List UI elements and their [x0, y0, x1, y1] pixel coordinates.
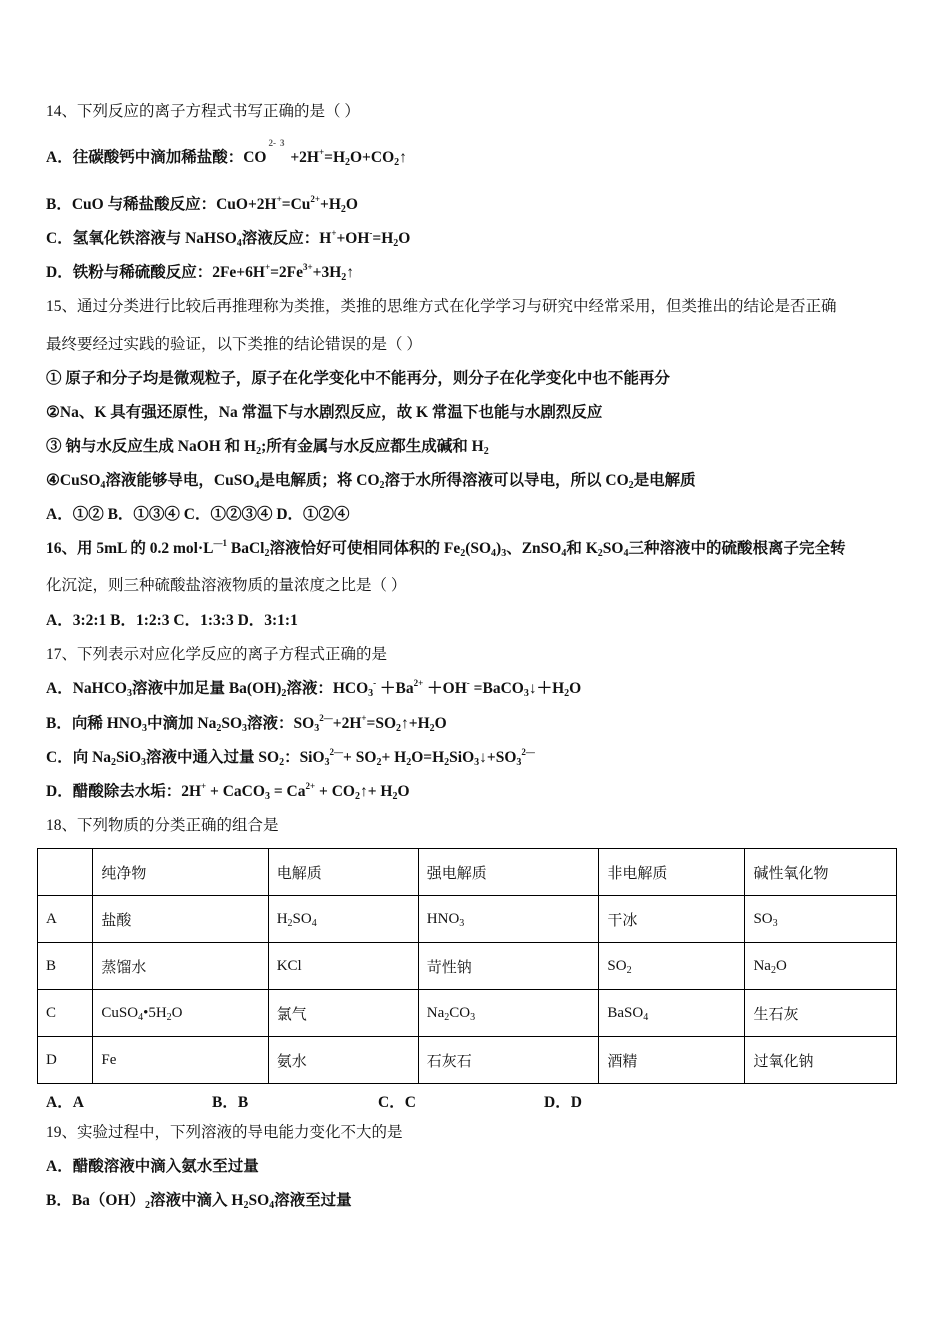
text-run: 溶液中加足量 Ba(OH) [131, 680, 282, 697]
text-run: O [345, 196, 358, 213]
text-run: 溶液中滴入 H [150, 1192, 244, 1209]
subscript: 4 [561, 548, 567, 559]
subscript: 2 [287, 917, 293, 929]
text-run: ↑ [399, 149, 407, 166]
text-run: A．①② B．①③④ C．①②③④ D．①②④ [46, 506, 350, 523]
superscript: 2— [521, 747, 535, 757]
text-run: Na [426, 1004, 445, 1021]
subscript: 2 [444, 757, 450, 768]
table-row [38, 990, 897, 1037]
text-run: + SO [343, 749, 377, 766]
q18-options [46, 1090, 710, 1112]
text-run: ) [496, 540, 502, 557]
text-run: 16、用 5mL 的 0.2 mol·L [46, 540, 214, 557]
text-run: 最终要经过实践的验证，以下类推的结论错误的是（ ） [46, 336, 422, 353]
charge-mark: 2- [268, 138, 276, 148]
table-cell [599, 1037, 745, 1084]
text-run: +H [320, 196, 341, 213]
subscript: 2 [264, 548, 270, 559]
text-run: ＋Ba [376, 680, 414, 697]
text-run: SO [602, 540, 624, 557]
text-run: BaCl [227, 540, 265, 557]
text-run: O=H [411, 749, 445, 766]
subscript: 2 [340, 204, 346, 215]
subscript: 2 [770, 964, 776, 976]
subscript: 3 [264, 791, 270, 802]
text-run: ↑ [346, 264, 355, 281]
text-run: C．氢氧化铁溶液与 NaHSO [46, 230, 237, 247]
text-run: 14、下列反应的离子方程式书写正确的是（ ） [46, 103, 360, 120]
subscript: 3 [523, 688, 529, 699]
q17-line-4 [46, 782, 410, 802]
text-run: 15、通过分类进行比较后再推理称为类推，类推的思维方式在化学学习与研究中经常采用，但类推出的结论是否正确 [46, 298, 837, 315]
subscript: 2 [597, 548, 603, 559]
q14-line-2 [46, 195, 358, 215]
superscript: + [331, 228, 337, 238]
table-cell [599, 896, 745, 943]
subscript: 3 [459, 917, 465, 929]
charge-mark: 3 [279, 138, 285, 148]
table-cell [599, 943, 745, 990]
superscript: —1 [213, 538, 227, 548]
subscript: 4 [491, 548, 497, 559]
table-cell [93, 990, 268, 1037]
subscript: 2 [394, 157, 400, 168]
text-run: KCl [276, 957, 302, 974]
q14-line-1 [46, 138, 407, 169]
text-run: 是电解质；将 CO [259, 472, 380, 489]
text-run: B．CuO 与稀盐酸反应：CuO+2H [46, 196, 277, 213]
text-run: C．向 Na [46, 749, 112, 766]
subscript: 2 [166, 1011, 172, 1023]
header-cell: 非电解质 [599, 849, 745, 896]
text-run: Na [753, 957, 771, 974]
text-run: =H [324, 149, 345, 166]
table-cell [418, 896, 599, 943]
subscript: 3 [368, 688, 374, 699]
q15-line-6 [46, 505, 350, 525]
text-run: = Ca [269, 783, 306, 800]
q15-line-0 [46, 297, 837, 317]
text-run: O [775, 957, 787, 974]
table-row [38, 1037, 897, 1084]
superscript: - [373, 678, 377, 688]
superscript: 2+ [305, 781, 316, 791]
text-run: 酒精 [607, 1053, 638, 1070]
header-cell [38, 849, 93, 896]
text-run: •5H [143, 1004, 167, 1021]
q15-line-5 [46, 471, 696, 491]
text-run: 三种溶液中的硫酸根离子完全转 [628, 540, 846, 557]
text-run: ：SiO [284, 749, 325, 766]
table-row [38, 943, 897, 990]
table-cell [268, 990, 418, 1037]
text-run: +2H [332, 715, 362, 732]
subscript: 2 [279, 757, 285, 768]
text-run: D．铁粉与稀硫酸反应：2Fe+6H [46, 264, 265, 281]
header-cell: 强电解质 [418, 849, 599, 896]
subscript: 4 [254, 480, 260, 491]
text-run: A．往碳酸钙中滴加稀盐酸：CO [46, 149, 267, 166]
superscript: + [276, 194, 282, 204]
table-cell [268, 896, 418, 943]
table-cell [38, 943, 93, 990]
q15-line-1 [46, 335, 422, 355]
text-run: ④CuSO [46, 472, 101, 489]
text-run: SO [607, 957, 627, 974]
table-cell [418, 1037, 599, 1084]
table-cell [38, 896, 93, 943]
text-run: O [569, 680, 582, 697]
text-run: CO [449, 1004, 471, 1021]
text-run: O [397, 783, 410, 800]
text-run: D [46, 1051, 57, 1068]
text-run: O [434, 715, 447, 732]
q17-line-1 [46, 679, 581, 699]
text-run: HNO [426, 910, 460, 927]
subscript: 4 [100, 480, 106, 491]
subscript: 4 [623, 548, 629, 559]
table-cell [268, 943, 418, 990]
superscript: 2+ [310, 194, 321, 204]
q15-line-2 [46, 369, 670, 389]
text-run: 中滴加 Na [147, 715, 217, 732]
text-run: 溶液能够导电，CuSO [105, 472, 255, 489]
text-run: ③ 钠与水反应生成 NaOH 和 H [46, 438, 257, 455]
table-cell [93, 1037, 268, 1084]
text-run: 氨水 [276, 1053, 307, 1070]
text-run: O [398, 230, 411, 247]
q19-line-0 [46, 1123, 403, 1143]
q14-line-3 [46, 229, 410, 249]
table-cell [745, 943, 897, 990]
text-run: 苛性钠 [426, 959, 472, 976]
subscript: 3 [501, 548, 507, 559]
superscript: + [318, 147, 325, 157]
text-run: SO [753, 910, 773, 927]
subscript: 2 [243, 1200, 249, 1211]
subscript: 3 [470, 1011, 476, 1023]
q16-line-1 [46, 576, 406, 596]
text-run: 和 K [566, 540, 598, 557]
table-cell [418, 990, 599, 1037]
subscript: 4 [138, 1011, 144, 1023]
table-cell [93, 896, 268, 943]
subscript: 2 [429, 723, 435, 734]
subscript: 2 [564, 688, 570, 699]
superscript: 2— [319, 713, 333, 723]
subscript: 2 [483, 446, 489, 457]
text-run: 溶液恰好可使相同体积的 Fe [269, 540, 461, 557]
text-run: =BaCO [469, 680, 524, 697]
table-cell [93, 943, 268, 990]
text-run: 溶液至过量 [274, 1192, 352, 1209]
subscript: 4 [269, 1200, 275, 1211]
text-run: ↑+ H [359, 783, 393, 800]
superscript: - [466, 678, 470, 688]
superscript: 3+ [303, 262, 313, 272]
subscript: 2 [444, 1011, 450, 1023]
q14-line-4 [46, 263, 354, 283]
text-run: + CaCO [206, 783, 265, 800]
text-run: 溶于水所得溶液可以导电，所以 CO [384, 472, 629, 489]
header-cell: 电解质 [268, 849, 418, 896]
table-cell [745, 1037, 897, 1084]
text-run: SO [292, 910, 312, 927]
text-run: 、ZnSO [506, 540, 562, 557]
q18-option-b: B．B [212, 1094, 249, 1111]
subscript: 3 [324, 757, 330, 768]
subscript: 3 [242, 723, 248, 734]
text-run: =H [372, 230, 394, 247]
superscript: 2— [329, 747, 344, 757]
subscript: 2 [393, 238, 399, 249]
subscript: 3 [314, 723, 320, 734]
subscript: 2 [345, 157, 350, 168]
table-cell [38, 1037, 93, 1084]
superscript: + [264, 262, 271, 272]
text-run: 过氧化钠 [753, 1053, 814, 1070]
text-run: 溶液：HCO [286, 680, 369, 697]
text-run: ;所有金属与水反应都生成碱和 H [261, 438, 484, 455]
text-run: SiO [116, 749, 141, 766]
text-run: BaSO [607, 1004, 644, 1021]
text-run: 溶液反应：H [241, 230, 332, 247]
subscript: 3 [142, 723, 148, 734]
text-run: 蒸馏水 [101, 959, 147, 976]
text-run: 石灰石 [426, 1053, 472, 1070]
table-row [38, 896, 897, 943]
subscript: 2 [145, 1200, 151, 1211]
text-run: 是电解质 [633, 472, 696, 489]
subscript: 2 [392, 791, 398, 802]
text-run: ↓＋H [528, 680, 565, 697]
q18-option-d: D．D [544, 1094, 582, 1111]
text-run: (SO [465, 540, 492, 557]
text-run: 19、实验过程中，下列溶液的导电能力变化不大的是 [46, 1124, 403, 1141]
text-run: 生石灰 [753, 1006, 799, 1023]
header-cell: 碱性氧化物 [745, 849, 897, 896]
text-run: +3H [312, 264, 342, 281]
text-run: O [171, 1004, 183, 1021]
q16-line-2 [46, 611, 298, 631]
text-run: 氯气 [276, 1006, 307, 1023]
superscript: + [361, 713, 367, 723]
text-run: ① 原子和分子均是微观粒子，原子在化学变化中不能再分，则分子在化学变化中也不能再分 [46, 370, 670, 387]
text-run: B．向稀 HNO [46, 715, 143, 732]
text-run: 17、下列表示对应化学反应的离子方程式正确的是 [46, 646, 388, 663]
q15-line-4 [46, 437, 489, 457]
text-run: C [46, 1004, 57, 1021]
q18-option-a: A．A [46, 1094, 84, 1111]
text-run: D．醋酸除去水垢：2H [46, 783, 202, 800]
subscript: 2 [396, 723, 402, 734]
q15-line-3 [46, 403, 602, 423]
table-cell [268, 1037, 418, 1084]
q17-line-3 [46, 748, 535, 768]
q19-line-1 [46, 1157, 259, 1177]
text-run: A．醋酸溶液中滴入氨水至过量 [46, 1158, 259, 1175]
text-run: =Cu [281, 196, 311, 213]
text-run: 18、下列物质的分类正确的组合是 [46, 817, 279, 834]
subscript: 3 [141, 757, 146, 768]
table-cell [418, 943, 599, 990]
subscript: 3 [474, 757, 480, 768]
text-run: SO [248, 1192, 270, 1209]
header-cell: 纯净物 [93, 849, 268, 896]
text-run: CuSO [101, 1004, 139, 1021]
q19-line-2 [46, 1191, 352, 1211]
q16-line-0 [46, 539, 846, 559]
text-run: A．NaHCO [46, 680, 127, 697]
text-run: 盐酸 [101, 912, 132, 929]
text-run: B [46, 957, 57, 974]
subscript: 3 [516, 757, 522, 768]
subscript: 2 [216, 723, 222, 734]
table-header-row [38, 849, 897, 896]
text-run: O+CO [350, 149, 395, 166]
text-run: 溶液：SO [247, 715, 315, 732]
subscript: 2 [376, 757, 382, 768]
subscript: 2 [379, 480, 385, 491]
text-run: ＋OH [423, 680, 467, 697]
subscript: 2 [460, 548, 466, 559]
classification-table [37, 848, 897, 1084]
subscript: 2 [256, 446, 262, 457]
table-cell [745, 896, 897, 943]
text-run: 溶液中通入过量 SO [146, 749, 280, 766]
q14-line-0 [46, 102, 360, 122]
text-run: =SO [366, 715, 397, 732]
superscript: - [369, 228, 373, 238]
subscript: 3 [772, 917, 778, 929]
text-run: + CO [315, 783, 355, 800]
subscript: 2 [406, 757, 412, 768]
subscript: 2 [111, 757, 117, 768]
table-cell [38, 990, 93, 1037]
text-run: 干冰 [607, 912, 638, 929]
text-run: +2H [286, 149, 319, 166]
text-run: ↓+SO [479, 749, 517, 766]
text-run: A [46, 910, 57, 927]
text-run: +OH [336, 230, 370, 247]
text-run: SiO [449, 749, 475, 766]
text-run: =2Fe [270, 264, 304, 281]
text-run: Fe [101, 1051, 117, 1068]
q18-option-c: C．C [378, 1094, 416, 1111]
text-run: B．Ba（OH） [46, 1192, 146, 1209]
subscript: 4 [311, 917, 317, 929]
superscript: + [201, 781, 207, 791]
superscript: 2+ [413, 678, 424, 688]
text-run: ②Na、K 具有强还原性，Na 常温下与水剧烈反应，故 K 常温下也能与水剧烈反应 [46, 404, 603, 421]
subscript: 2 [626, 964, 632, 976]
q17-line-0 [46, 645, 387, 665]
subscript: 3 [126, 688, 132, 699]
text-run: H [276, 910, 288, 927]
subscript: 2 [281, 688, 287, 699]
text-run: 化沉淀，则三种硫酸盐溶液物质的量浓度之比是（ ） [46, 577, 407, 594]
text-run: ↑+H [401, 715, 430, 732]
subscript: 4 [643, 1011, 649, 1023]
text-run: SO [221, 715, 243, 732]
table-cell [599, 990, 745, 1037]
subscript: 4 [236, 238, 242, 249]
text-run: A．3:2:1 B．1:2:3 C．1:3:3 D．3:1:1 [46, 612, 298, 629]
subscript: 2 [628, 480, 634, 491]
q17-line-2 [46, 714, 447, 734]
subscript: 2 [341, 272, 347, 283]
text-run: + H [381, 749, 407, 766]
subscript: 2 [354, 791, 360, 802]
table-cell [745, 990, 897, 1037]
q18-line-0 [46, 816, 279, 836]
